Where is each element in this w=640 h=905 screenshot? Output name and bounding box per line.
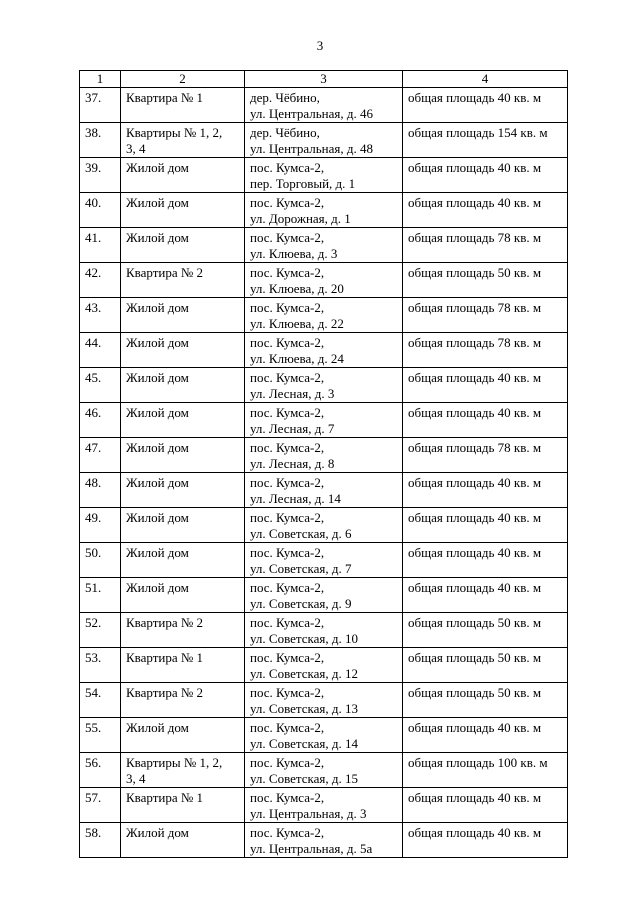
object-type-line: Жилой дом	[126, 545, 189, 560]
area-cell: общая площадь 40 кв. м	[403, 718, 568, 753]
address-street: ул. Лесная, д. 14	[250, 491, 341, 506]
table-row	[80, 333, 568, 368]
row-number: 44.	[80, 333, 121, 368]
object-type-line: Квартира № 2	[126, 615, 204, 630]
address-street: ул. Клюева, д. 24	[250, 351, 344, 366]
row-number: 58.	[80, 823, 121, 858]
column-header-area: 4	[403, 71, 568, 88]
object-type-cell	[121, 403, 245, 438]
object-type-cell	[121, 193, 245, 228]
area-cell: общая площадь 50 кв. м	[403, 263, 568, 298]
address-settlement: пос. Кумса-2,	[250, 440, 325, 455]
object-type-line: Жилой дом	[126, 720, 189, 735]
object-type-line: Квартира № 1	[126, 790, 204, 805]
address-cell	[245, 298, 403, 333]
address-settlement: пос. Кумса-2,	[250, 230, 325, 245]
address-street: ул. Советская, д. 9	[250, 596, 352, 611]
address-settlement: дер. Чёбино,	[250, 90, 320, 105]
address-cell	[245, 648, 403, 683]
row-number: 39.	[80, 158, 121, 193]
area-cell: общая площадь 40 кв. м	[403, 788, 568, 823]
object-type-line: Квартира № 1	[126, 90, 204, 105]
address-cell	[245, 193, 403, 228]
address-street: ул. Дорожная, д. 1	[250, 211, 351, 226]
table-row	[80, 823, 568, 858]
address-street: ул. Центральная, д. 3	[250, 806, 367, 821]
row-number: 52.	[80, 613, 121, 648]
row-number: 45.	[80, 368, 121, 403]
object-type-cell	[121, 298, 245, 333]
area-cell: общая площадь 78 кв. м	[403, 228, 568, 263]
address-cell	[245, 368, 403, 403]
table-row	[80, 788, 568, 823]
object-type-line: 3, 4	[126, 771, 146, 786]
header-row	[80, 71, 568, 88]
row-number: 55.	[80, 718, 121, 753]
object-type-cell	[121, 753, 245, 788]
address-settlement: пос. Кумса-2,	[250, 825, 325, 840]
row-number: 37.	[80, 88, 121, 123]
table-row	[80, 683, 568, 718]
area-cell: общая площадь 78 кв. м	[403, 298, 568, 333]
table-row	[80, 263, 568, 298]
address-settlement: пос. Кумса-2,	[250, 580, 325, 595]
object-type-cell	[121, 473, 245, 508]
object-type-cell	[121, 88, 245, 123]
table-row	[80, 368, 568, 403]
address-street: ул. Советская, д. 14	[250, 736, 359, 751]
object-type-line: Жилой дом	[126, 230, 189, 245]
object-type-line: Жилой дом	[126, 370, 189, 385]
area-cell: общая площадь 100 кв. м	[403, 753, 568, 788]
table-row	[80, 403, 568, 438]
object-type-cell	[121, 333, 245, 368]
address-cell	[245, 333, 403, 368]
address-cell	[245, 578, 403, 613]
object-type-cell	[121, 263, 245, 298]
area-cell: общая площадь 78 кв. м	[403, 333, 568, 368]
object-type-line: Квартиры № 1, 2,	[126, 125, 223, 140]
row-number: 56.	[80, 753, 121, 788]
table-row	[80, 193, 568, 228]
address-cell	[245, 473, 403, 508]
row-number: 46.	[80, 403, 121, 438]
object-type-line: Жилой дом	[126, 300, 189, 315]
address-street: ул. Клюева, д. 20	[250, 281, 344, 296]
table-row	[80, 648, 568, 683]
row-number: 47.	[80, 438, 121, 473]
row-number: 54.	[80, 683, 121, 718]
object-type-cell	[121, 788, 245, 823]
address-settlement: пос. Кумса-2,	[250, 475, 325, 490]
address-settlement: пос. Кумса-2,	[250, 335, 325, 350]
column-header-address: 3	[245, 71, 403, 88]
address-settlement: пос. Кумса-2,	[250, 160, 325, 175]
address-street: ул. Советская, д. 15	[250, 771, 359, 786]
address-settlement: пос. Кумса-2,	[250, 300, 325, 315]
table-row	[80, 613, 568, 648]
address-cell	[245, 823, 403, 858]
address-street: ул. Советская, д. 10	[250, 631, 359, 646]
address-street: ул. Лесная, д. 7	[250, 421, 335, 436]
table-row	[80, 473, 568, 508]
object-type-line: Жилой дом	[126, 195, 189, 210]
table-row	[80, 753, 568, 788]
area-cell: общая площадь 40 кв. м	[403, 823, 568, 858]
address-cell	[245, 263, 403, 298]
row-number: 51.	[80, 578, 121, 613]
address-cell	[245, 158, 403, 193]
object-type-line: Жилой дом	[126, 825, 189, 840]
table-row	[80, 508, 568, 543]
object-type-line: Квартира № 2	[126, 685, 204, 700]
object-type-cell	[121, 613, 245, 648]
object-type-line: Жилой дом	[126, 405, 189, 420]
area-cell: общая площадь 40 кв. м	[403, 368, 568, 403]
address-street: ул. Лесная, д. 8	[250, 456, 335, 471]
area-cell: общая площадь 40 кв. м	[403, 578, 568, 613]
object-type-cell	[121, 543, 245, 578]
table-row	[80, 123, 568, 158]
object-type-line: Жилой дом	[126, 475, 189, 490]
row-number: 48.	[80, 473, 121, 508]
object-type-line: Квартира № 1	[126, 650, 204, 665]
address-street: пер. Торговый, д. 1	[250, 176, 356, 191]
object-type-cell	[121, 683, 245, 718]
address-cell	[245, 683, 403, 718]
area-cell: общая площадь 40 кв. м	[403, 403, 568, 438]
address-street: ул. Советская, д. 6	[250, 526, 352, 541]
address-street: ул. Центральная, д. 46	[250, 106, 373, 121]
object-type-cell	[121, 438, 245, 473]
object-type-cell	[121, 508, 245, 543]
object-type-cell	[121, 123, 245, 158]
table-row	[80, 88, 568, 123]
address-cell	[245, 788, 403, 823]
address-settlement: пос. Кумса-2,	[250, 615, 325, 630]
row-number: 49.	[80, 508, 121, 543]
row-number: 40.	[80, 193, 121, 228]
address-settlement: пос. Кумса-2,	[250, 265, 325, 280]
row-number: 43.	[80, 298, 121, 333]
page-number: 3	[316, 38, 324, 53]
area-cell: общая площадь 40 кв. м	[403, 88, 568, 123]
object-type-line: Жилой дом	[126, 510, 189, 525]
object-type-cell	[121, 578, 245, 613]
address-cell	[245, 88, 403, 123]
table-row	[80, 438, 568, 473]
area-cell: общая площадь 50 кв. м	[403, 683, 568, 718]
address-cell	[245, 403, 403, 438]
address-cell	[245, 508, 403, 543]
address-settlement: пос. Кумса-2,	[250, 370, 325, 385]
address-street: ул. Центральная, д. 5а	[250, 841, 373, 856]
area-cell: общая площадь 40 кв. м	[403, 543, 568, 578]
object-type-line: Жилой дом	[126, 440, 189, 455]
address-street: ул. Лесная, д. 3	[250, 386, 335, 401]
table-body	[80, 88, 568, 858]
address-settlement: пос. Кумса-2,	[250, 650, 325, 665]
row-number: 42.	[80, 263, 121, 298]
object-type-line: 3, 4	[126, 141, 146, 156]
row-number: 50.	[80, 543, 121, 578]
object-type-line: Квартира № 2	[126, 265, 204, 280]
area-cell: общая площадь 40 кв. м	[403, 193, 568, 228]
address-settlement: пос. Кумса-2,	[250, 405, 325, 420]
table-row	[80, 578, 568, 613]
object-type-cell	[121, 228, 245, 263]
address-settlement: пос. Кумса-2,	[250, 790, 325, 805]
row-number: 57.	[80, 788, 121, 823]
area-cell: общая площадь 50 кв. м	[403, 648, 568, 683]
table-row	[80, 718, 568, 753]
address-cell	[245, 438, 403, 473]
object-type-cell	[121, 368, 245, 403]
area-cell: общая площадь 78 кв. м	[403, 438, 568, 473]
row-number: 53.	[80, 648, 121, 683]
address-settlement: пос. Кумса-2,	[250, 685, 325, 700]
address-settlement: пос. Кумса-2,	[250, 545, 325, 560]
address-street: ул. Клюева, д. 22	[250, 316, 344, 331]
table-row	[80, 228, 568, 263]
column-header-number: 1	[80, 71, 121, 88]
object-type-cell	[121, 648, 245, 683]
area-cell: общая площадь 50 кв. м	[403, 613, 568, 648]
address-settlement: пос. Кумса-2,	[250, 510, 325, 525]
address-cell	[245, 718, 403, 753]
area-cell: общая площадь 154 кв. м	[403, 123, 568, 158]
table-row	[80, 298, 568, 333]
address-cell	[245, 543, 403, 578]
property-table	[79, 70, 568, 858]
object-type-line: Жилой дом	[126, 580, 189, 595]
object-type-cell	[121, 823, 245, 858]
table-header	[80, 71, 568, 88]
table-row	[80, 158, 568, 193]
address-street: ул. Центральная, д. 48	[250, 141, 373, 156]
address-cell	[245, 123, 403, 158]
address-street: ул. Советская, д. 7	[250, 561, 352, 576]
object-type-line: Квартиры № 1, 2,	[126, 755, 223, 770]
column-header-object: 2	[121, 71, 245, 88]
address-settlement: пос. Кумса-2,	[250, 195, 325, 210]
area-cell: общая площадь 40 кв. м	[403, 158, 568, 193]
address-settlement: дер. Чёбино,	[250, 125, 320, 140]
area-cell: общая площадь 40 кв. м	[403, 508, 568, 543]
address-street: ул. Советская, д. 12	[250, 666, 359, 681]
address-cell	[245, 613, 403, 648]
object-type-cell	[121, 718, 245, 753]
object-type-line: Жилой дом	[126, 335, 189, 350]
address-street: ул. Советская, д. 13	[250, 701, 359, 716]
object-type-line: Жилой дом	[126, 160, 189, 175]
object-type-cell	[121, 158, 245, 193]
row-number: 41.	[80, 228, 121, 263]
address-cell	[245, 228, 403, 263]
table-row	[80, 543, 568, 578]
row-number: 38.	[80, 123, 121, 158]
address-street: ул. Клюева, д. 3	[250, 246, 338, 261]
area-cell: общая площадь 40 кв. м	[403, 473, 568, 508]
address-cell	[245, 753, 403, 788]
address-settlement: пос. Кумса-2,	[250, 755, 325, 770]
address-settlement: пос. Кумса-2,	[250, 720, 325, 735]
